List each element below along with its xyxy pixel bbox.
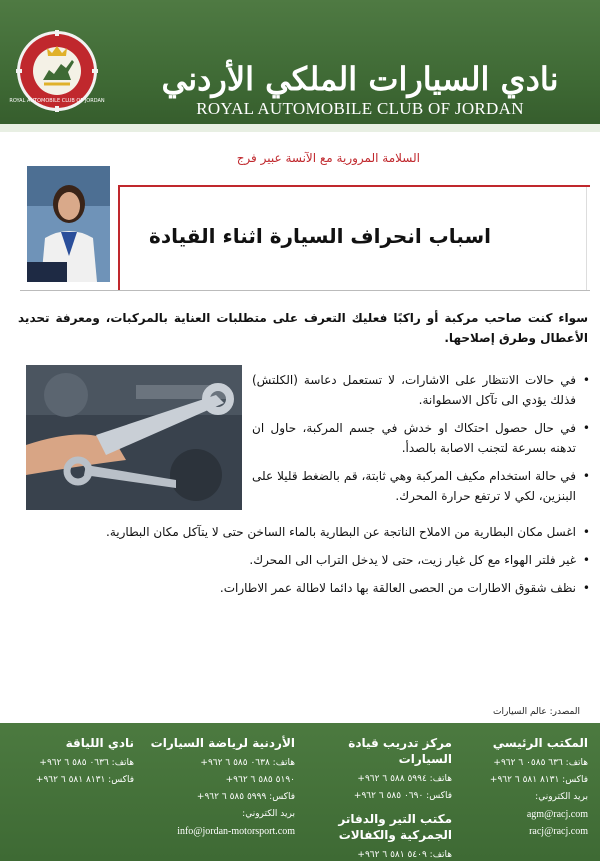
footer-heading: نادي اللياقة bbox=[65, 736, 134, 750]
fax-number: فاكس: ٨١٣١ ٥٨١ ٦ ٩٦٢+ bbox=[35, 775, 134, 785]
tip-item: • نظف شقوق الاطارات من الحصى العالقة بها دائما لاطالة عمر الاطارات. bbox=[14, 578, 590, 598]
phone-number: ٥١٩٠ ٥٨٥ ٦ ٩٦٢+ bbox=[225, 775, 295, 785]
footer-contacts bbox=[0, 723, 600, 861]
phone-number: هاتف: ٥٤٠٩ ٥٨١ ٦ ٩٦٢+ bbox=[357, 850, 452, 860]
title-frame-top bbox=[118, 185, 590, 187]
club-name-arabic: نادي السيارات الملكي الأردني bbox=[161, 60, 559, 98]
footer-subheading: مكتب التير والدفاتر الجمركية والكفالات bbox=[338, 812, 452, 842]
tip-item: • في حالة استخدام مكيف المركبة وهي ثابتة، قم بالضغط قليلا على البنزين، لكي لا ترتفع حرارة المحرك. bbox=[252, 466, 590, 506]
article-byline: السلامة المرورية مع الآنسة عبير فرج bbox=[236, 151, 420, 165]
tip-item: • اغسل مكان البطارية من الاملاح الناتجة عن البطارية بالماء الساخن حتى لا يتآكل مكان البطارية. bbox=[14, 522, 590, 542]
phone-number: هاتف: ٠٦٣٨ ٥٨٥ ٦ ٩٦٢+ bbox=[200, 758, 295, 768]
fax-number: فاكس: ٠٦٩٠ ٥٨٥ ٦ ٩٦٢+ bbox=[353, 791, 452, 801]
fax-number: فاكس: ٥٩٩٩ ٥٨٥ ٦ ٩٦٢+ bbox=[196, 792, 295, 802]
email-label: بريد الكتروني: bbox=[242, 809, 295, 819]
phone-number: هاتف: ٦٣٦ ٠٥٨٥ ٦ ٩٦٢+ bbox=[493, 758, 588, 768]
title-frame-bottom bbox=[20, 290, 590, 291]
email-link[interactable]: info@jordan-motorsport.com bbox=[177, 826, 295, 837]
tip-item: • في حالات الانتظار على الاشارات، لا تستعمل دعاسة (الكلتش) فذلك يؤدي الى تآكل الاسطوانة. bbox=[252, 370, 590, 410]
footer-head-office bbox=[468, 735, 588, 840]
phone-number: هاتف: ٥٩٩٤ ٥٨٨ ٦ ٩٦٢+ bbox=[357, 774, 452, 784]
tips-list-top bbox=[252, 370, 590, 514]
email-link[interactable]: racj@racj.com bbox=[529, 826, 588, 837]
tip-item: • في حال حصول احتكاك او خدش في جسم المركبة، حاول ان تدهنه بسرعة لتجنب الاصابة بالصدأ. bbox=[252, 418, 590, 458]
phone-number: هاتف: ٠٦٣٦ ٥٨٥ ٦ ٩٦٢+ bbox=[39, 758, 134, 768]
club-logo bbox=[9, 30, 105, 112]
author-photo bbox=[27, 166, 110, 282]
mechanic-wrench-photo bbox=[26, 365, 242, 510]
article-title: اسباب انحراف السيارة اثناء القيادة bbox=[149, 224, 491, 248]
footer-heading: مركز تدريب قيادة السيارات bbox=[348, 736, 452, 766]
email-link[interactable]: agm@racj.com bbox=[526, 809, 588, 820]
footer-fitness-club bbox=[14, 735, 134, 789]
footer-heading: المكتب الرئيسي bbox=[492, 736, 588, 750]
footer-motorsport bbox=[145, 735, 295, 840]
footer-heading: الأردنية لرياضة السيارات bbox=[150, 736, 295, 750]
title-frame-right bbox=[586, 187, 587, 290]
club-name-english: ROYAL AUTOMOBILE CLUB OF JORDAN bbox=[196, 99, 524, 118]
tips-list-bottom bbox=[14, 522, 590, 606]
article-intro: سواء كنت صاحب مركبة أو راكبًا فعليك التعرف على متطلبات العناية بالمركبات، ومعرفة تحديد الأعطال وطرق إصلاحها. bbox=[18, 311, 588, 345]
header-divider bbox=[0, 124, 600, 132]
article-source: المصدر: عالم السيارات bbox=[493, 707, 580, 717]
fax-number: فاكس: ٨١٣١ ٥٨١ ٦ ٩٦٢+ bbox=[489, 775, 588, 785]
header-banner bbox=[0, 0, 600, 130]
logo-ring-text: ROYAL AUTOMOBILE CLUB OF JORDAN bbox=[9, 98, 105, 104]
footer-driving-center bbox=[312, 735, 452, 864]
email-label: بريد الكتروني: bbox=[535, 792, 588, 802]
tip-item: • غير فلتر الهواء مع كل غيار زيت، حتى لا يدخل التراب الى المحرك. bbox=[14, 550, 590, 570]
